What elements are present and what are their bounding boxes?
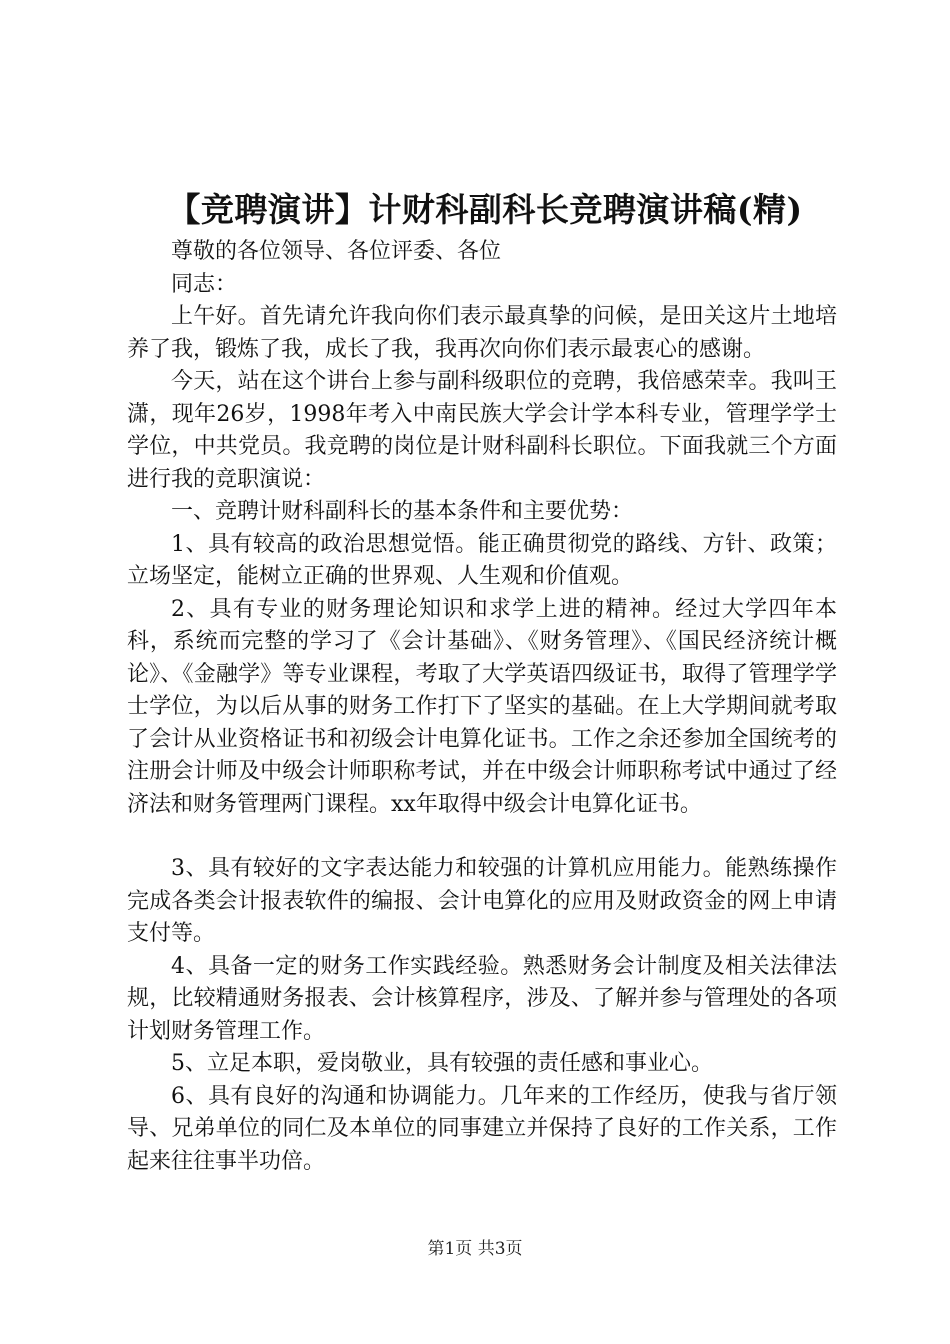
paragraph-greeting: 上午好。首先请允许我向你们表示最真挚的问候，是田关这片土地培养了我，锻炼了我，成长了我，我再次向你们表示最衷心的感谢。 — [127, 304, 837, 362]
salutation-line-2: 同志： — [171, 271, 238, 297]
paragraph-introduction: 今天，站在这个讲台上参与副科级职位的竞聘，我倍感荣幸。我叫王潇，现年26岁，1998年考入中南民族大学会计学本科专业，管理学学士学位，中共党员。我竞聘的岗位是计财科副科长职位。下面我就三个方面进行我的竞职演说： — [127, 369, 837, 492]
paragraph-item-3: 3、具有较好的文字表达能力和较强的计算机应用能力。能熟练操作完成各类会计报表软件的编报、会计电算化的应用及财政资金的网上申请支付等。 — [127, 856, 837, 946]
paragraph-item-5: 5、立足本职，爱岗敬业，具有较强的责任感和事业心。 — [171, 1051, 713, 1076]
salutation-line-1: 尊敬的各位领导、各位评委、各位 — [171, 239, 502, 264]
paragraph-item-2: 2、具有专业的财务理论知识和求学上进的精神。经过大学四年本科，系统而完整的学习了《会计基础》、《财务管理》、《国民经济统计概论》、《金融学》等专业课程，考取了大学英语四级证书，取得了管理学学士学位，为以后从事的财务工作打下了坚实的基础。在上大学期间就考取了会计从业资格证书和初级会计电算化证书。工作之余还参加全国统考的注册会计师及中级会计师职称考试，并在中级会计师职称考试中通过了经济法和财务管理两门课程。xx年取得中级会计电算化证书。 — [127, 596, 837, 817]
paragraph-spacer — [127, 821, 837, 853]
paragraph-item-6: 6、具有良好的沟通和协调能力。几年来的工作经历，使我与省厅领导、兄弟单位的同仁及本单位的同事建立并保持了良好的工作关系，工作起来往往事半功倍。 — [127, 1083, 837, 1174]
paragraph-item-1: 1、具有较高的政治思想觉悟。能正确贯彻党的路线、方针、政策；立场坚定，能树立正确的世界观、人生观和价值观。 — [127, 531, 837, 589]
page-number: 第1页 共3页 — [427, 1239, 523, 1259]
document-title: 【竞聘演讲】计财科副科长竞聘演讲稿(精) — [167, 190, 803, 229]
paragraph-item-4: 4、具备一定的财务工作实践经验。熟悉财务会计制度及相关法律法规，比较精通财务报表、会计核算程序，涉及、了解并参与管理处的各项计划财务管理工作。 — [127, 953, 837, 1044]
paragraph-section-heading: 一、竞聘计财科副科长的基本条件和主要优势： — [171, 499, 634, 524]
document-body — [127, 236, 837, 1178]
